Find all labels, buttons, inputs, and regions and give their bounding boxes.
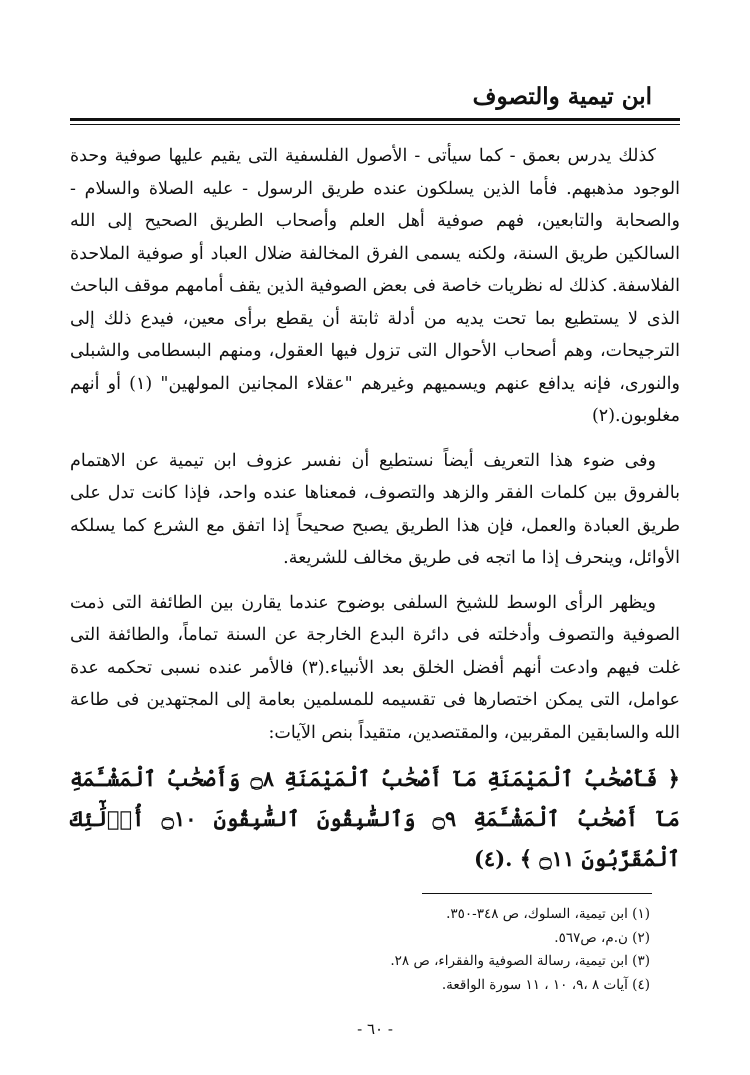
paragraph-1: كذلك يدرس بعمق - كما سيأتى - الأصول الفلسفية التى يقيم عليها صوفية وحدة الوجود مذهبهم. فأما الذين يسلكون عنده طريق الرسول - عليه الصلاة والسلام - والصحابة والتابعين، فهم صوفية أهل العلم وأصحاب الطريق الصحيح إلى الله السالكين طريق السنة، ولكنه يسمى الفرق المخالفة ضلال العباد أو صوفية الملاحدة الفلاسفة. كذلك له نظريات خاصة فى بعض الصوفية الذين يقف أمامهم موقف الباحث الذى لا يستطيع بما تحت يديه من أدلة ثابتة أن يقطع برأى معين، فيدع ذلك إلى الترجيحات، وهم أصحاب الأحوال التى تزول فيها العقول، ومنهم البسطامى والشبلى والنورى، فإنه يدافع عنهم ويسميهم وغيرهم "عقلاء المجانين المولهين" (١) أو أنهم مغلوبون.(٢) [70, 146, 680, 426]
footnote-rule [422, 893, 652, 894]
page-number: - ٦٠ - [357, 1020, 393, 1038]
footnotes [90, 903, 650, 997]
main-text [70, 140, 680, 879]
footnote-1: (١) ابن تيمية، السلوك، ص ٣٤٨-٣٥٠. [446, 906, 650, 922]
footnote-4: (٤) آيات ٨ ،٩، ١٠ ، ١١ سورة الواقعة. [441, 976, 650, 993]
paragraph-2: وفى ضوء هذا التعريف أيضاً نستطيع أن نفسر عزوف ابن تيمية عن الاهتمام بالفروق بين كلمات الفقر والزهد والتصوف، فمعناها عنده واحد، فإذا كانت تدل على طريق العبادة والعمل، فإن هذا الطريق يصبح صحيحاً إذا اتفق مع الشرع كما يسلكه الأوائل، وينحرف إذا ما اتجه فى طريق مخالف للشريعة. [70, 450, 680, 568]
footnote-2: (٢) ن.م، ص٥٦٧. [554, 929, 650, 946]
quran-verse: ﴿ فَأَصْحَٰبُ ٱلْمَيْمَنَةِ مَآ أَصْحَٰبُ ٱلْمَيْمَنَةِ ۝٨ وَأَصْحَٰبُ ٱلْمَشْـَٔمَةِ مَآ أَصْحَٰبُ ٱلْمَشْـَٔمَةِ ۝٩ وَٱلسَّٰبِقُونَ ٱلسَّٰبِقُونَ ۝١٠ أُو۟لَٰٓئِكَ ٱلْمُقَرَّبُونَ ۝١١ ﴾ .(٤) [70, 766, 680, 871]
paragraph-3: ويظهر الرأى الوسط للشيخ السلفى بوضوح عندما يقارن بين الطائفة التى ذمت الصوفية والتصوف وأدخلته فى دائرة البدع الخارجة عن السنة تماماً، والطائفة التى غلت فيهم وادعت أنهم أفضل الخلق بعد الأنبياء.(٣) فالأمر عنده نسبى تحكمه عدة عوامل، التى يمكن اختصارها فى تقسيمه للمسلمين بعامة إلى المجتهدين فى طاعة الله والسابقين المقربين، والمقتصدين، متقيداً بنص الآيات: [70, 592, 680, 743]
running-header: ابن تيمية والتصوف [472, 83, 652, 110]
header-rule [70, 118, 680, 125]
footnote-3: (٣) ابن تيمية، رسالة الصوفية والفقراء، ص ٢٨. [390, 953, 650, 969]
